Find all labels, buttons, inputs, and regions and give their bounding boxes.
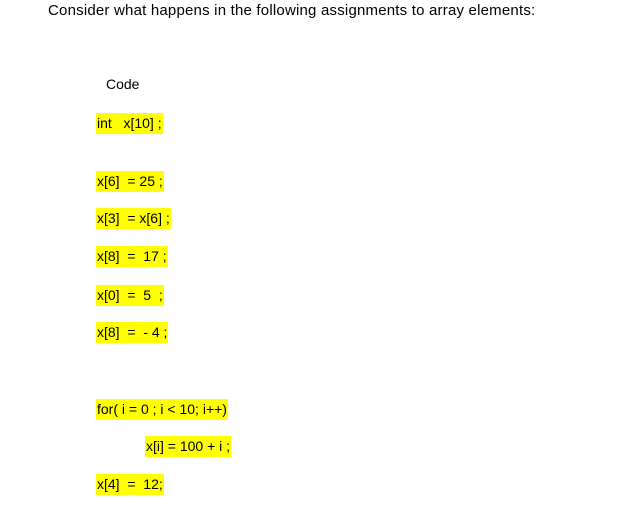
code-column-header: Code (106, 76, 140, 92)
slide-title: Consider what happens in the following assignments to array elements: (48, 2, 536, 19)
code-line-assign-x4: x[4] = 12; (96, 474, 164, 495)
code-line-reassign-x8: x[8] = - 4 ; (96, 322, 168, 343)
code-line-assign-x0: x[0] = 5 ; (96, 285, 164, 306)
code-line-assign-x8: x[8] = 17 ; (96, 246, 168, 267)
code-line-for-loop: for( i = 0 ; i < 10; i++) (96, 399, 228, 420)
code-line-assign-x3: x[3] = x[6] ; (96, 208, 171, 229)
code-line-assign-x6: x[6] = 25 ; (96, 171, 164, 192)
code-line-declaration: int x[10] ; (96, 113, 163, 134)
code-line-loop-body: x[i] = 100 + i ; (145, 436, 231, 457)
